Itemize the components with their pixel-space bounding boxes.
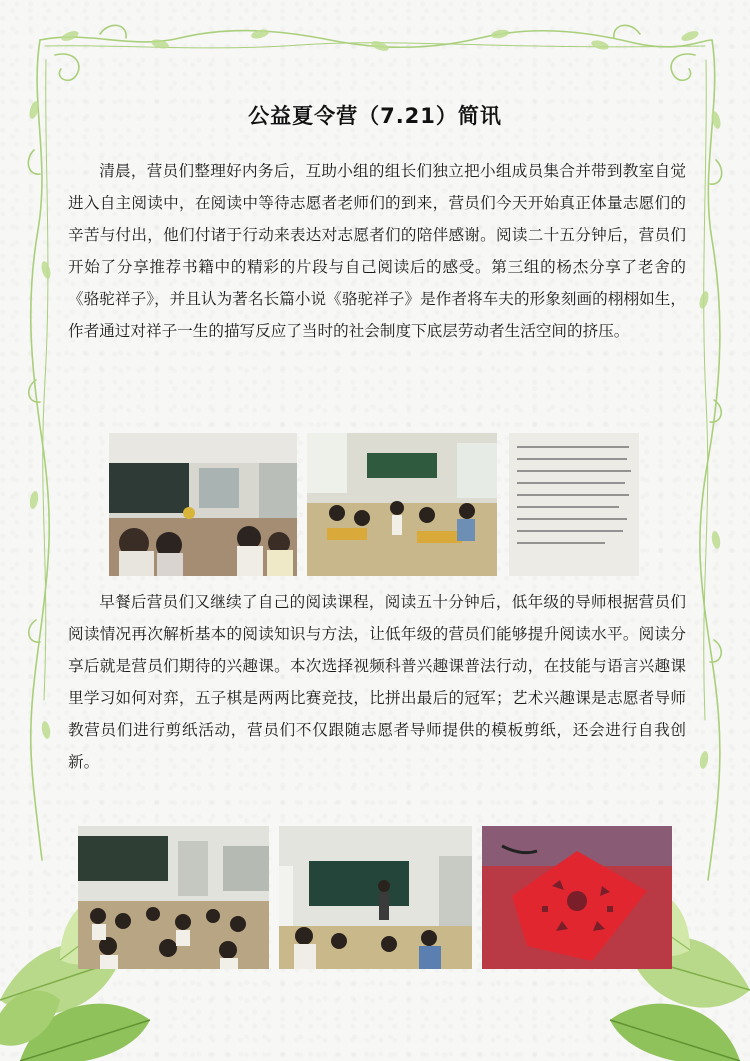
- page-title: 公益夏令营（7.21）简讯: [248, 104, 502, 128]
- paragraph-1: 清晨，营员们整理好内务后，互助小组的组长们独立把小组成员集合并带到教室自觉进入自主阅读中，在阅读中等待志愿者老师们的到来，营员们今天开始真正体量志愿们的辛苦与付出，他们付诸于行动来表达对志愿者们的陪伴感谢。阅读二十五分钟后，营员们开始了分享推荐书籍中的精彩的片段与自己阅读后的感受。第三组的杨杰分享了老舍的《骆驼祥子》，并且认为著名长篇小说《骆驼祥子》是作者将车夫的形象刻画的栩栩如生，作者通过对祥子一生的描写反应了当时的社会制度下底层劳动者生活空间的挤压。: [68, 162, 686, 340]
- handwritten-notes-photo: [509, 433, 639, 576]
- classroom-reading-photo: [109, 433, 297, 576]
- classroom-sharing-photo: [307, 433, 497, 576]
- classroom-activity-photo: [78, 826, 269, 969]
- paper-cutting-photo: [482, 826, 672, 969]
- paragraph-2: 早餐后营员们又继续了自己的阅读课程，阅读五十分钟后，低年级的导师根据营员们阅读情况再次解析基本的阅读知识与方法，让低年级的营员们能够提升阅读水平。阅读分享后就是营员们期待的兴趣课。本次选择视频科普兴趣课普法行动，在技能与语言兴趣课里学习如何对弈，五子棋是两两比赛竞技，比拼出最后的冠军；艺术兴趣课是志愿者导师教营员们进行剪纸活动，营员们不仅跟随志愿者导师提供的模板剪纸，还会进行自我创新。: [68, 593, 686, 771]
- chess-lesson-photo: [279, 826, 472, 969]
